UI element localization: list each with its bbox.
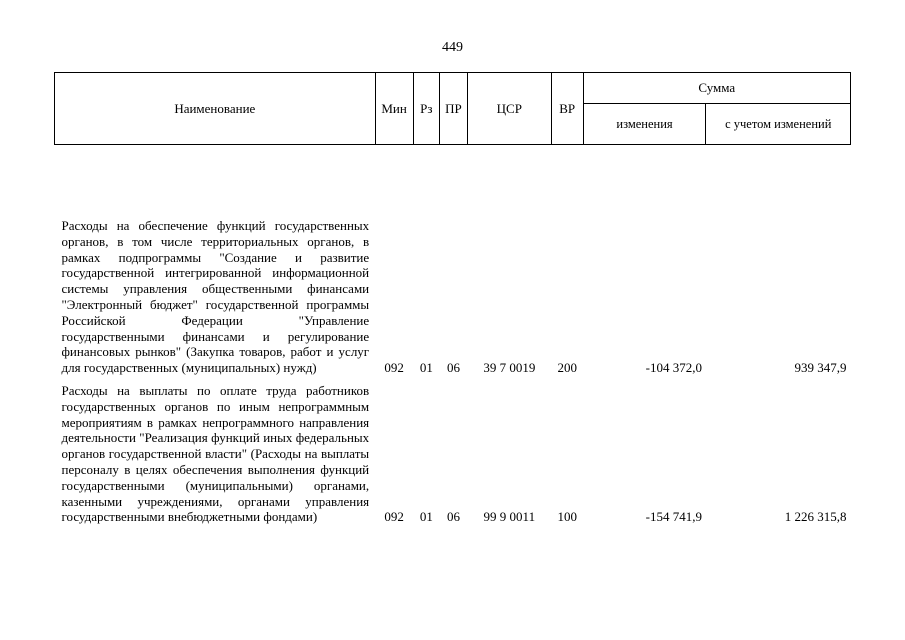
table-row [55, 145, 851, 377]
row-csr: 99 9 0011 [483, 509, 536, 525]
header-csr: ЦСР [467, 73, 551, 145]
header-pr: ПР [440, 73, 468, 145]
header-change: изменения [583, 104, 706, 145]
row-name: Расходы на выплаты по оплате труда работников государственных органов по иным непрограммным мероприятиям в рамках непрограммного направления деятельности "Реализация функций иных федеральных органов государственной власти" (Расходы на выплаты персоналу в целях обеспечения выполнения функций государственными (муниципальными) органами, казенными учреждениями, органами управления государственными внебюджетными фондами) [61, 383, 370, 525]
header-vr: ВР [551, 73, 583, 145]
row-min: 092 [384, 360, 404, 376]
header-rz: Рз [413, 73, 440, 145]
row-total: 1 226 315,8 [784, 509, 847, 525]
row-rz: 01 [419, 360, 433, 376]
header-min: Мин [375, 73, 413, 145]
row-pr: 06 [446, 360, 460, 376]
header-name: Наименование [55, 73, 376, 145]
row-vr: 200 [557, 360, 577, 376]
table-header [55, 73, 851, 145]
page-number: 449 [442, 40, 463, 55]
row-change: -104 372,0 [645, 360, 702, 376]
row-pr: 06 [446, 509, 460, 525]
row-min: 092 [384, 509, 404, 525]
table-row [55, 376, 851, 525]
header-total: с учетом изменений [706, 104, 851, 145]
budget-table [54, 72, 851, 525]
row-rz: 01 [419, 509, 433, 525]
row-total: 939 347,9 [794, 360, 847, 376]
row-name: Расходы на обеспечение функций государственных органов, в том числе территориальных органов, в рамках подпрограммы "Создание и развитие государственной интегрированной информационной системы управления общественными финансами "Электронный бюджет" государственной программы Российской Федерации "Управление государственными финансами и регулирование финансовых рынков" (Закупка товаров, работ и услуг для государственных (муниципальных) нужд) [61, 218, 370, 376]
row-csr: 39 7 0019 [483, 360, 536, 376]
header-sum: Сумма [583, 73, 850, 104]
row-change: -154 741,9 [645, 509, 702, 525]
row-vr: 100 [557, 509, 577, 525]
